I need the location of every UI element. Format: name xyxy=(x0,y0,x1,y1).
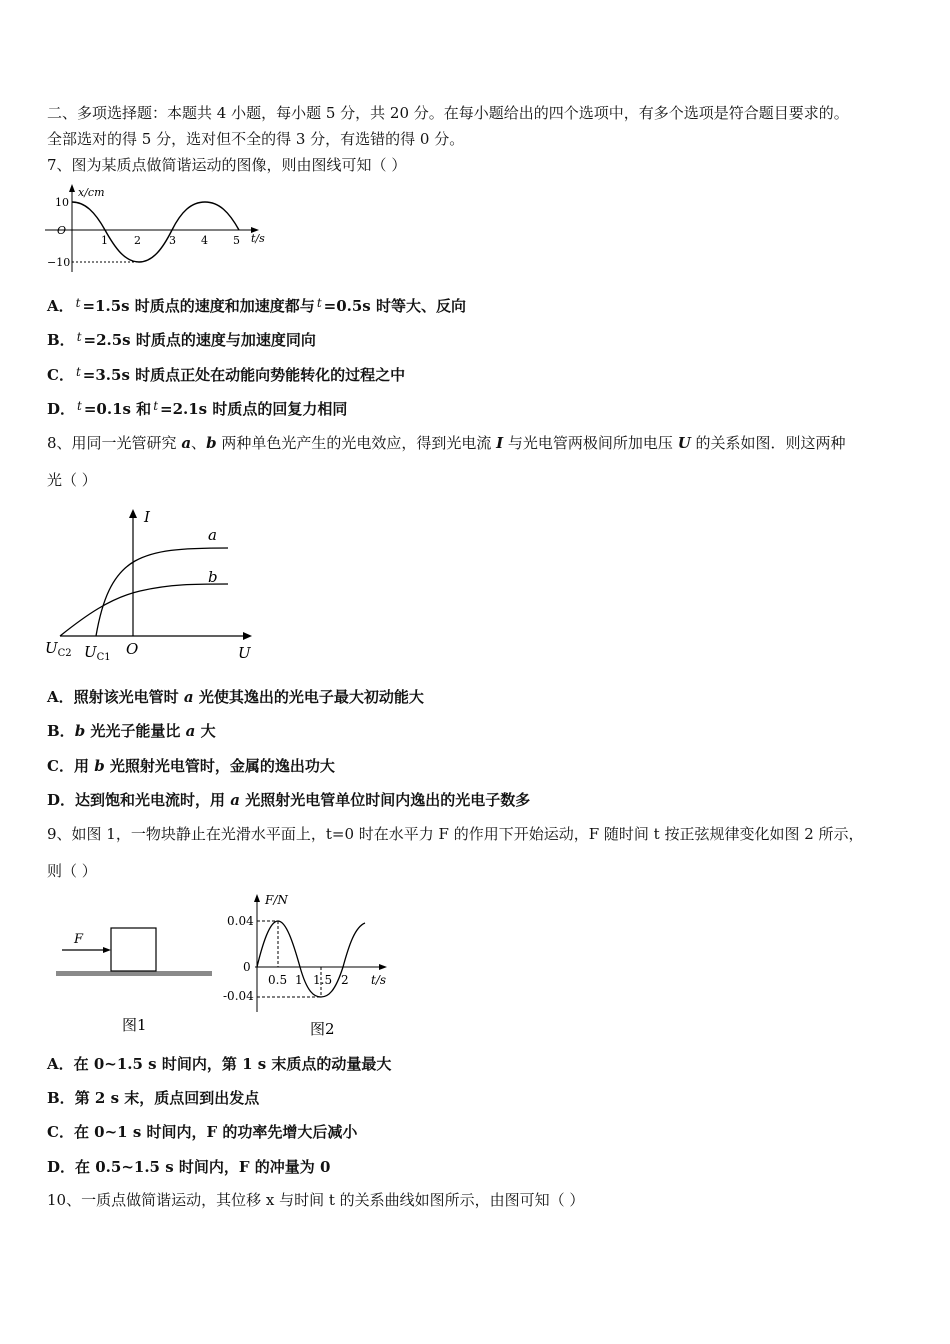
q9-fig2-origin: 0 xyxy=(243,960,251,974)
q9-fig2-ytick-pos: 0.04 xyxy=(227,914,254,928)
q8-option-b[interactable]: B．b 光光子能量比 a 大 xyxy=(47,722,216,740)
q8-graph xyxy=(40,506,265,664)
q8-stem-line2: 光（ ） xyxy=(47,471,97,489)
q9-stem-line2: 则（ ） xyxy=(47,862,97,880)
q8-option-a[interactable]: A．照射该光电管时 a 光使其逸出的光电子最大初动能大 xyxy=(47,688,424,706)
q7-stem: 7、图为某质点做简谐运动的图像，则由图线可知（ ） xyxy=(47,156,407,174)
q9-option-d[interactable]: D．在 0.5~1.5 s 时间内，F 的冲量为 0 xyxy=(47,1158,331,1176)
q8-option-d[interactable]: D．达到饱和光电流时，用 a 光照射光电管单位时间内逸出的光电子数多 xyxy=(47,791,531,809)
q8-curve-b-label: b xyxy=(208,568,218,586)
q8-curve-a-label: a xyxy=(208,526,217,544)
q9-fig1-caption: 图1 xyxy=(122,1016,147,1034)
q10-stem: 10、一质点做简谐运动，其位移 x 与时间 t 的关系曲线如图所示，由图可知（ ） xyxy=(47,1191,585,1209)
q9-fig2-ytick-neg: -0.04 xyxy=(223,989,254,1003)
q9-force-label: F xyxy=(74,932,84,947)
q7-ylabel: x/cm xyxy=(78,186,105,199)
q9-fig1 xyxy=(52,922,217,1042)
q9-fig2-caption: 图2 xyxy=(310,1020,335,1038)
section-heading-line2: 全部选对的得 5 分，选对但不全的得 3 分，有选错的得 0 分。 xyxy=(47,130,465,148)
q8-uc1-label: $U_{C1}$ xyxy=(84,643,111,663)
q7-xtick-5: 5 xyxy=(233,234,240,247)
q9-block xyxy=(111,928,156,971)
q8-origin: O xyxy=(126,640,139,658)
q7-xtick-2: 2 xyxy=(134,234,141,247)
q7-xtick-1: 1 xyxy=(101,234,108,247)
q7-option-b[interactable]: B． $^t$ =2.5s 时质点的速度与加速度同向 xyxy=(47,330,316,349)
q7-cosine-curve xyxy=(72,202,239,262)
q7-graph xyxy=(45,184,270,272)
q9-fig2-xtick-1-5: 1.5 xyxy=(313,973,333,987)
q9-fig2-xtick-2: 2 xyxy=(341,973,349,987)
q7-origin: O xyxy=(57,224,67,237)
q9-option-a[interactable]: A．在 0~1.5 s 时间内，第 1 s 末质点的动量最大 xyxy=(47,1055,392,1073)
q9-stem: 9、如图 1，一物块静止在光滑水平面上，t=0 时在水平力 F 的作用下开始运动，F 随时间 t 按正弦规律变化如图 2 所示， xyxy=(47,825,864,843)
q9-ground xyxy=(56,971,212,976)
q8-xlabel: U xyxy=(238,644,251,662)
q9-fig2-xtick-0-5: 0.5 xyxy=(268,973,288,987)
q7-option-c[interactable]: C． $^t$ =3.5s 时质点正处在动能向势能转化的过程之中 xyxy=(47,365,406,384)
q9-fig2 xyxy=(215,887,395,1042)
section-heading-line1: 二、多项选择题：本题共 4 小题，每小题 5 分，共 20 分。在每小题给出的四个选项中，有多个选项是符合题目要求的。 xyxy=(47,104,849,122)
q8-curve-b xyxy=(60,584,228,636)
q9-option-c[interactable]: C．在 0~1 s 时间内，F 的功率先增大后减小 xyxy=(47,1123,358,1141)
q8-uc2-label: $U_{C2}$ xyxy=(45,639,72,659)
q7-option-d[interactable]: D． $^t$ =0.1s 和 $^t$ =2.1s 时质点的回复力相同 xyxy=(47,399,348,418)
q8-ylabel: I xyxy=(144,508,150,526)
q9-fig2-xtick-1: 1 xyxy=(295,973,303,987)
q7-xtick-3: 3 xyxy=(169,234,176,247)
q8-stem: 8、用同一光管研究 a、b 两种单色光产生的光电效应，得到光电流 I 与光电管两极间所加电压 U 的关系如图．则这两种 xyxy=(47,434,846,452)
q7-ytick-neg10: −10 xyxy=(47,256,71,269)
q8-curve-a xyxy=(96,548,228,636)
q9-option-b[interactable]: B．第 2 s 末，质点回到出发点 xyxy=(47,1089,260,1107)
q7-ytick-10: 10 xyxy=(55,196,69,209)
q7-option-a[interactable]: A． $^t$ =1.5s 时质点的速度和加速度都与 $^t$ =0.5s 时等大、反向 xyxy=(47,296,466,315)
q7-xtick-4: 4 xyxy=(201,234,208,247)
q9-fig2-xlabel: t/s xyxy=(371,973,387,987)
q7-xlabel: t/s xyxy=(251,232,265,245)
q9-fig2-ylabel: F/N xyxy=(265,893,288,907)
q8-option-c[interactable]: C．用 b 光照射光电管时，金属的逸出功大 xyxy=(47,757,335,775)
